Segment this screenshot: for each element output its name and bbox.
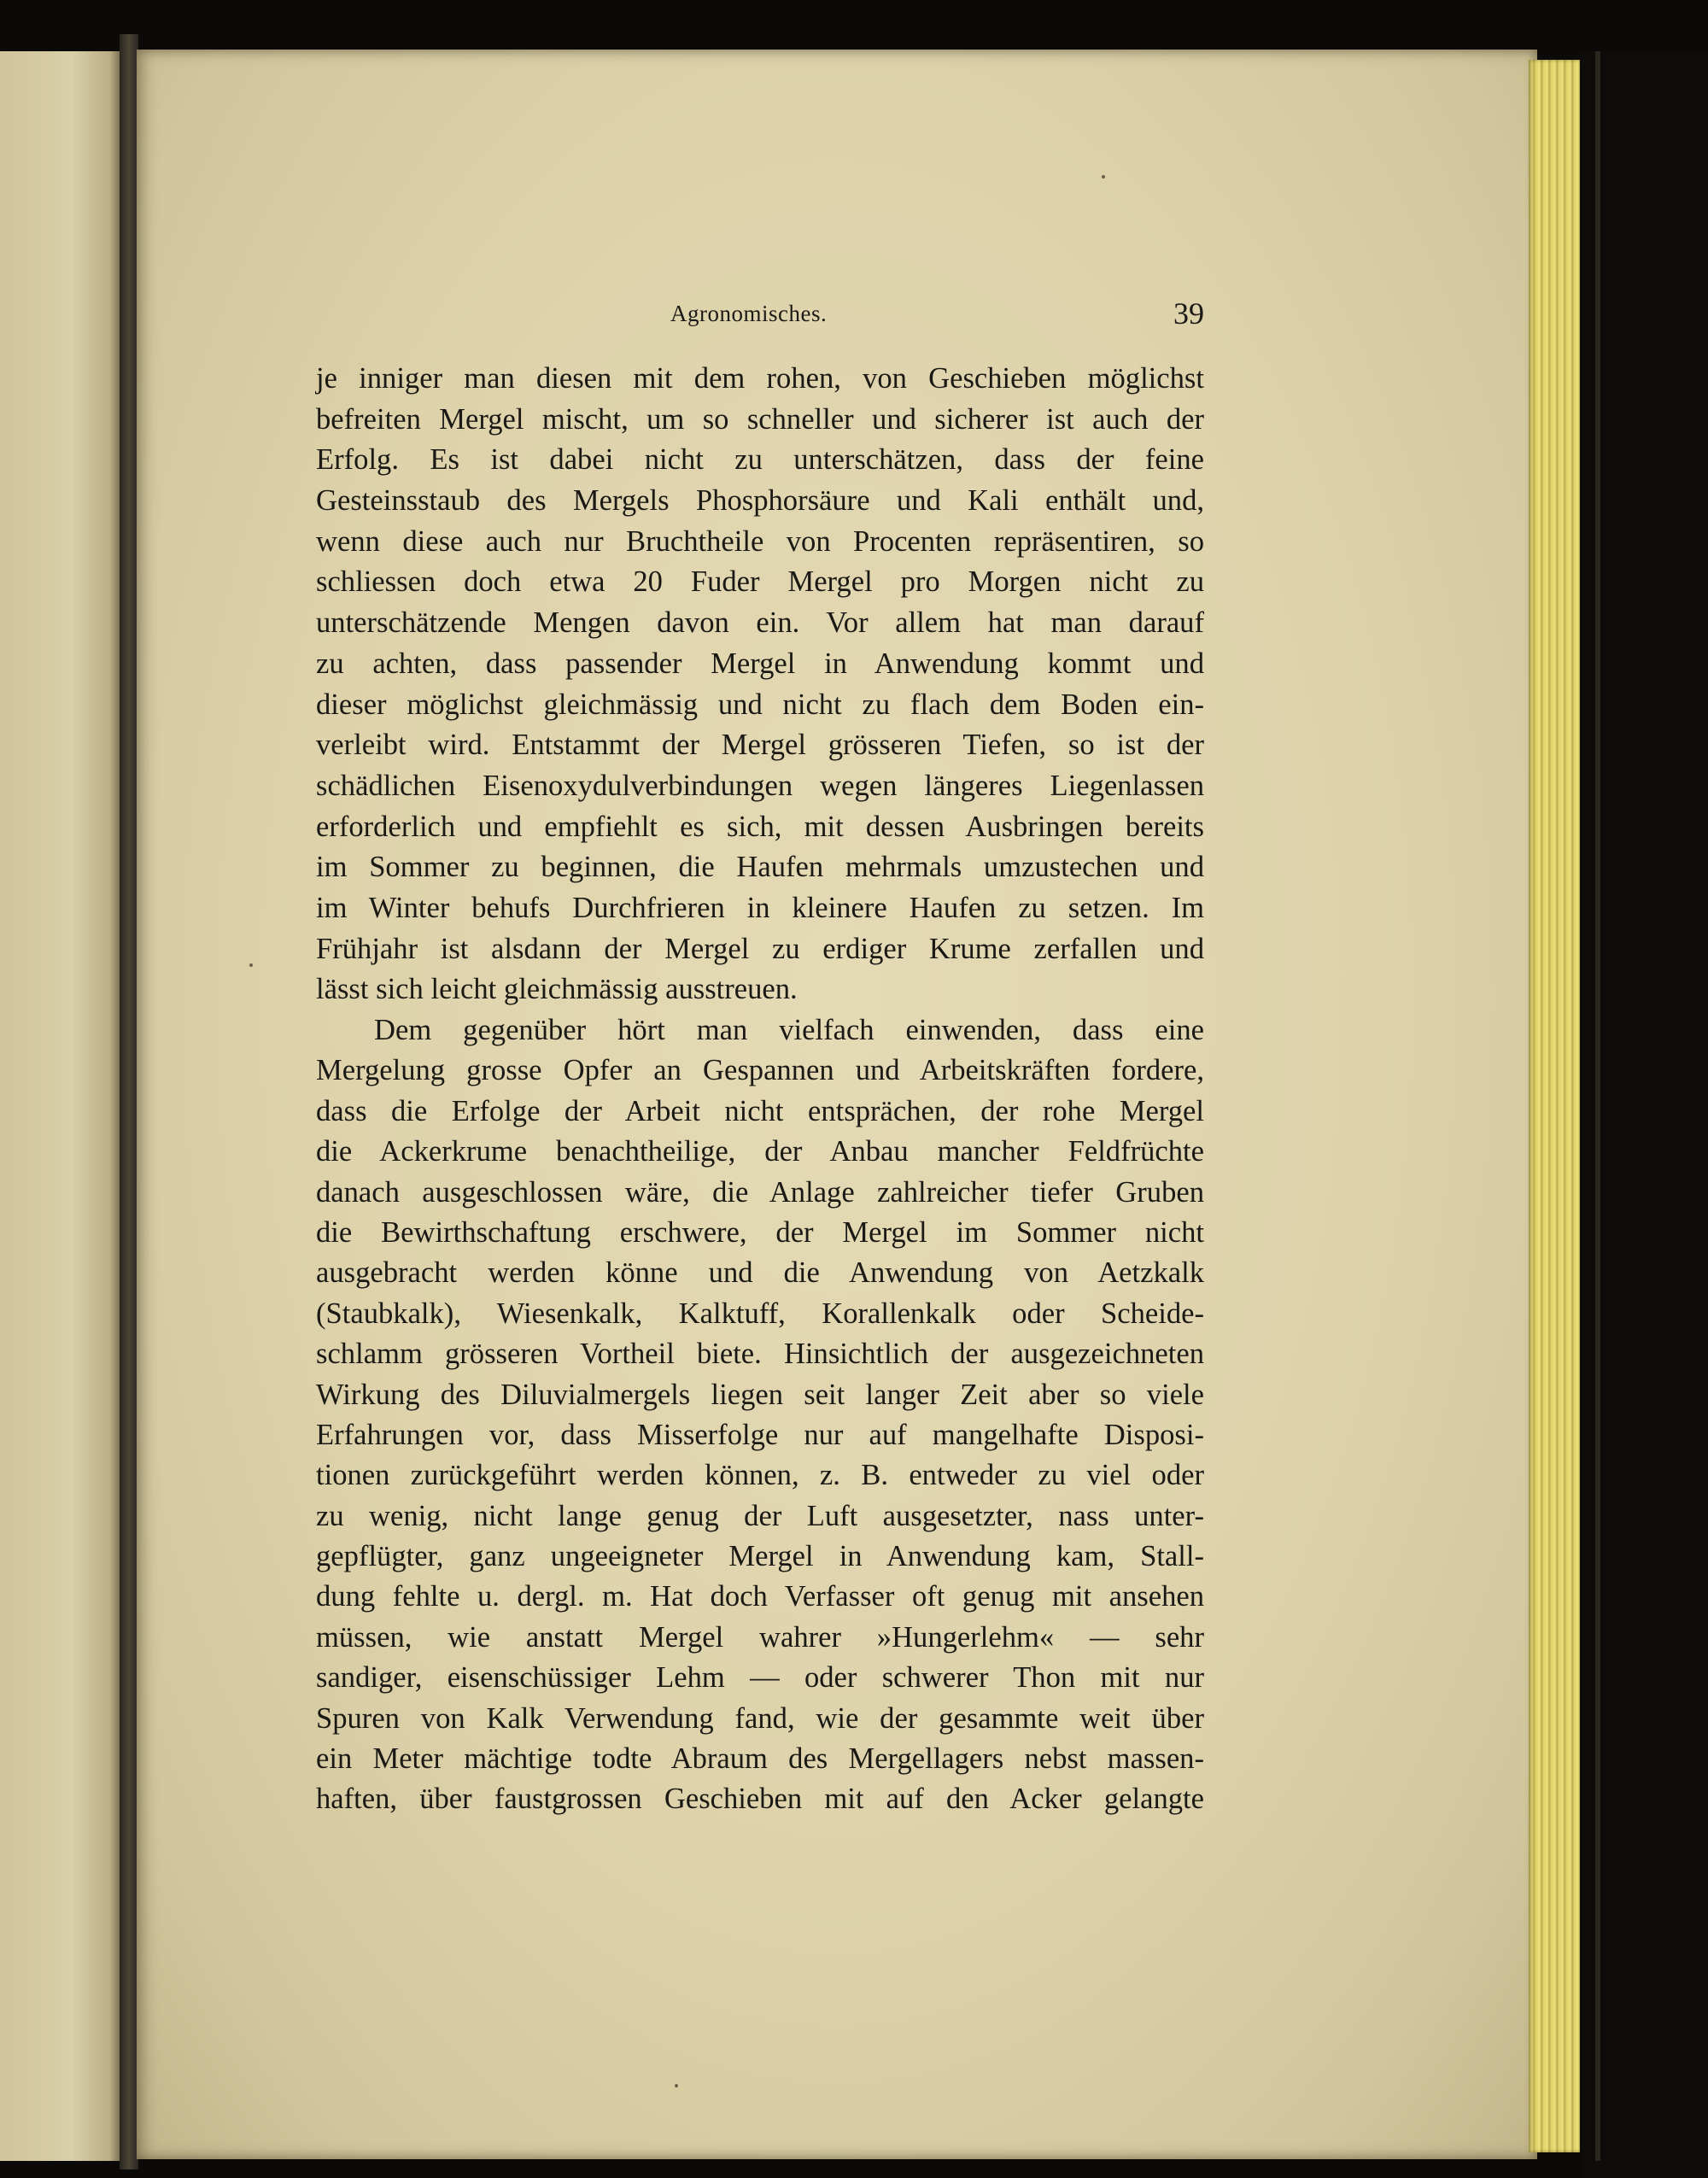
text-line: dung fehlte u. dergl. m. Hat doch Verfasser oft genug mit ansehen (316, 1580, 1204, 1613)
paper-speck (249, 963, 253, 967)
paper-speck (675, 2084, 678, 2087)
paragraph (316, 359, 1204, 1010)
left-page-edge (0, 51, 120, 2161)
text-line: die Ackerkrume benachtheilige, der Anbau mancher Feldfrüchte (316, 1135, 1204, 1168)
text-line: dieser möglichst gleichmässig und nicht zu flach dem Boden ein- (316, 688, 1204, 721)
text-line: Spuren von Kalk Verwendung fand, wie der gesammte weit über (316, 1701, 1204, 1735)
text-line: dass die Erfolge der Arbeit nicht entsprächen, der rohe Mergel (316, 1094, 1204, 1127)
text-line: Erfolg. Es ist dabei nicht zu unterschätzen, dass der feine (316, 443, 1204, 477)
text-line: sandiger, eisenschüssiger Lehm — oder schwerer Thon mit nur (316, 1661, 1204, 1695)
paragraph (316, 1010, 1204, 1820)
text-line: gepflügter, ganz ungeeigneter Mergel in Anwendung kam, Stall- (316, 1540, 1204, 1573)
text-line: schliessen doch etwa 20 Fuder Mergel pro Morgen nicht zu (316, 565, 1204, 599)
text-line: im Sommer zu beginnen, die Haufen mehrmals umzustechen und (316, 851, 1204, 884)
text-line: im Winter behufs Durchfrieren in kleinere Haufen zu setzen. Im (316, 891, 1204, 924)
text-line: erforderlich und empfiehlt es sich, mit dessen Ausbringen bereits (316, 810, 1204, 843)
text-line: schädlichen Eisenoxydulverbindungen wegen längeres Liegenlassen (316, 769, 1204, 802)
text-line: tionen zurückgeführt werden können, z. B. entweder zu viel oder (316, 1459, 1204, 1492)
text-line: Wirkung des Diluvialmergels liegen seit langer Zeit aber so viele (316, 1378, 1204, 1411)
text-line: unterschätzende Mengen davon ein. Vor allem hat man darauf (316, 606, 1204, 640)
book-gutter (120, 34, 138, 2169)
text-line: ausgebracht werden könne und die Anwendung von Aetzkalk (316, 1256, 1204, 1290)
text-line: wenn diese auch nur Bruchtheile von Procenten repräsentiren, so (316, 524, 1204, 558)
paper-speck (1102, 175, 1105, 179)
text-line: Gesteinsstaub des Mergels Phosphorsäure und Kali enthält und, (316, 484, 1204, 518)
text-line: schlamm grösseren Vortheil biete. Hinsichtlich der ausgezeichneten (316, 1338, 1204, 1371)
running-header (316, 296, 1204, 335)
text-line: befreiten Mergel mischt, um so schneller und sicherer ist auch der (316, 402, 1204, 436)
page-edges-stack (1529, 60, 1580, 2152)
running-title: Agronomisches. (670, 301, 828, 326)
text-line: Dem gegenüber hört man vielfach einwenden, dass eine (374, 1014, 1204, 1046)
text-line: ein Meter mächtige todte Abraum des Mergellagers nebst massen- (316, 1742, 1204, 1776)
text-line: (Staubkalk), Wiesenkalk, Kalktuff, Korallenkalk oder Scheide- (316, 1297, 1204, 1330)
text-line: je inniger man diesen mit dem rohen, von Geschieben möglichst (316, 362, 1204, 395)
page-number: 39 (1173, 296, 1204, 331)
text-line: zu achten, dass passender Mergel in Anwendung kommt und (316, 647, 1204, 680)
text-line: zu wenig, nicht lange genug der Luft ausgesetzter, nass unter- (316, 1499, 1204, 1532)
text-line: Erfahrungen vor, dass Misserfolge nur auf mangelhafte Disposi- (316, 1418, 1204, 1451)
text-line: danach ausgeschlossen wäre, die Anlage zahlreicher tiefer Gruben (316, 1175, 1204, 1209)
text-line: Frühjahr ist alsdann der Mergel zu erdiger Krume zerfallen und (316, 932, 1204, 965)
text-line: haften, über faustgrossen Geschieben mit auf den Acker gelangte (316, 1783, 1204, 1816)
text-line: Mergelung grosse Opfer an Gespannen und Arbeitskräften fordere, (316, 1054, 1204, 1087)
text-line: die Bewirthschaftung erschwere, der Mergel im Sommer nicht (316, 1215, 1204, 1249)
cover-edge (1595, 51, 1600, 2161)
text-line: lässt sich leicht gleichmässig ausstreuen. (316, 973, 798, 1006)
text-line: müssen, wie anstatt Mergel wahrer »Hungerlehm« — sehr (316, 1620, 1204, 1654)
body-text (316, 359, 1204, 1820)
text-line: verleibt wird. Entstammt der Mergel grösseren Tiefen, so ist der (316, 729, 1204, 762)
